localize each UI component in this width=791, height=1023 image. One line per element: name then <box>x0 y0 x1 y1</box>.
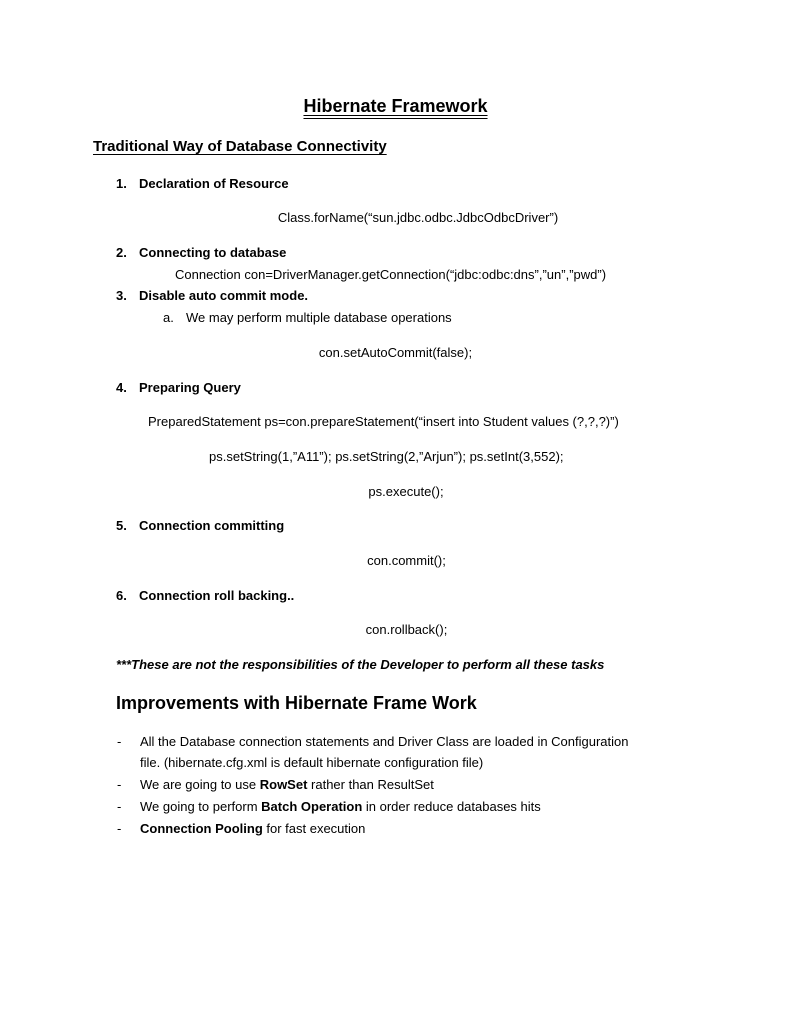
bullet-text-bold: Connection Pooling <box>140 821 263 836</box>
step-number: 2. <box>116 245 127 260</box>
bullet-text-post: for fast execution <box>262 821 366 836</box>
bullet-text-post: in order reduce databases hits <box>362 799 541 814</box>
step-label: Connecting to database <box>139 245 287 260</box>
step-label: Preparing Query <box>139 380 241 395</box>
bullet-text-pre: We are going to use <box>140 777 260 792</box>
code-set-autocommit: con.setAutoCommit(false); <box>318 345 473 360</box>
sub-item-number: a. <box>163 310 174 325</box>
code-class-forname: Class.forName(“sun.jdbc.odbc.JdbcOdbcDriver”) <box>277 210 559 225</box>
bullet-text-continued: file. (hibernate.cfg.xml is default hibernate configuration file) <box>140 755 484 770</box>
bullet-text <box>140 822 365 835</box>
bullet-marker: - <box>117 821 122 836</box>
bullet-text <box>140 800 541 813</box>
code-rollback: con.rollback(); <box>365 622 448 637</box>
step-label: Connection committing <box>139 518 285 533</box>
responsibility-note: ***These are not the responsibilities of the Developer to perform all these tasks <box>116 657 605 672</box>
bullet-marker: - <box>117 799 122 814</box>
section-heading-traditional: Traditional Way of Database Connectivity <box>93 138 387 155</box>
step-number: 5. <box>116 518 127 533</box>
step-label: Disable auto commit mode. <box>139 288 309 303</box>
bullet-text-bold: RowSet <box>259 777 308 792</box>
bullet-text <box>140 778 434 791</box>
bullet-text: All the Database connection statements and Driver Class are loaded in Configuration <box>140 734 629 749</box>
step-number: 4. <box>116 380 127 395</box>
code-prepare-statement: PreparedStatement ps=con.prepareStatement(“insert into Student values (?,?,?)”) <box>148 414 619 429</box>
step-label: Connection roll backing.. <box>139 588 295 603</box>
code-commit: con.commit(); <box>367 553 446 568</box>
sub-item-text: We may perform multiple database operations <box>186 310 452 325</box>
step-number: 1. <box>116 176 127 191</box>
step-number: 3. <box>116 288 127 303</box>
bullet-marker: - <box>117 777 122 792</box>
step-number: 6. <box>116 588 127 603</box>
bullet-text-post: rather than ResultSet <box>307 777 434 792</box>
page-title: Hibernate Framework <box>303 96 488 116</box>
step-label: Declaration of Resource <box>139 176 289 191</box>
code-set-values: ps.setString(1,”A11”); ps.setString(2,”Arjun”); ps.setInt(3,552); <box>209 449 564 464</box>
bullet-text-bold: Batch Operation <box>261 799 363 814</box>
bullet-marker: - <box>117 734 122 749</box>
section-heading-improvements: Improvements with Hibernate Frame Work <box>116 693 477 713</box>
code-get-connection: Connection con=DriverManager.getConnection(“jdbc:odbc:dns”,”un”,”pwd”) <box>175 267 607 282</box>
bullet-text-pre: We going to perform <box>140 799 262 814</box>
code-execute: ps.execute(); <box>368 484 444 499</box>
